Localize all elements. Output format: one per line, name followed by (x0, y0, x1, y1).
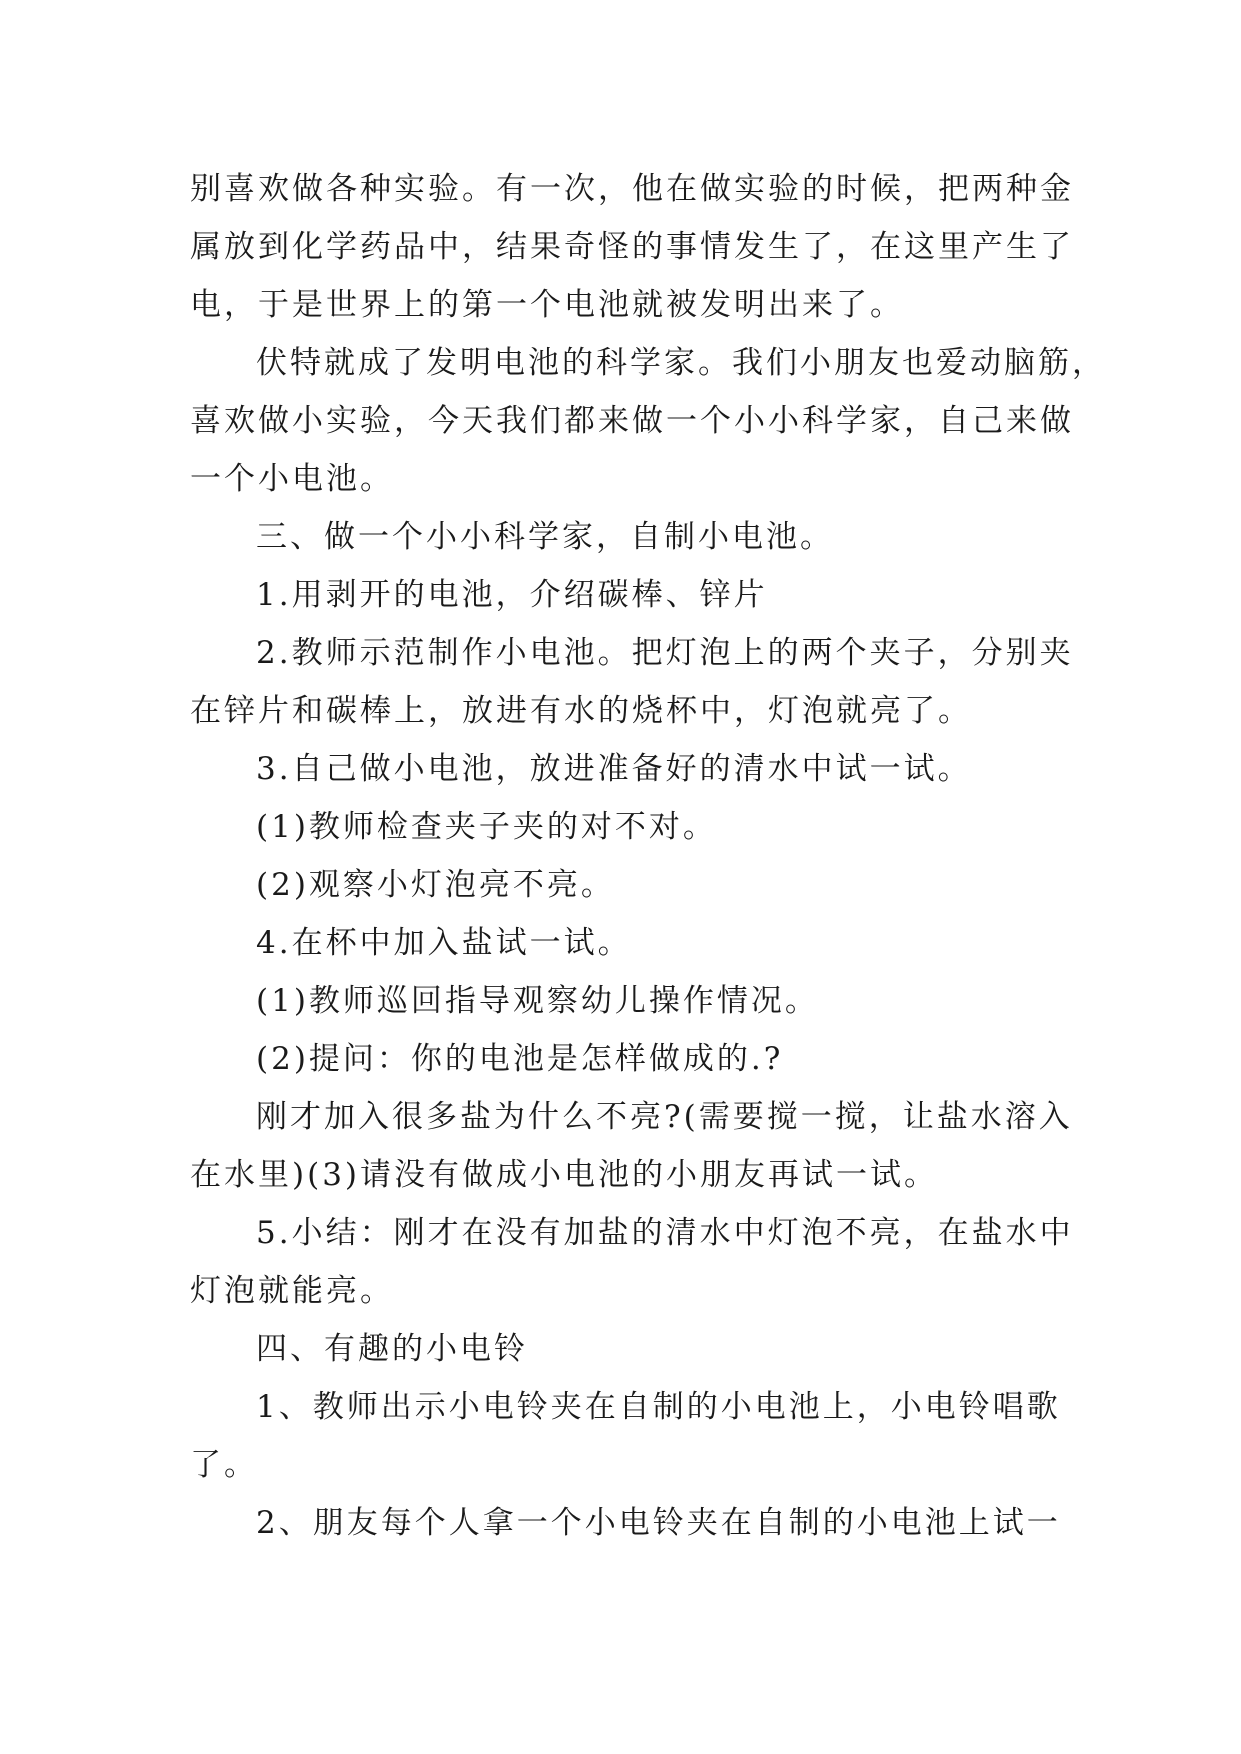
text-line: 灯泡就能亮。 (190, 1273, 394, 1309)
paragraph (190, 334, 1106, 508)
paragraph (190, 160, 1074, 334)
text-line: (1)教师检查夹子夹的对不对。 (256, 809, 717, 845)
text-line: (2)观察小灯泡亮不亮。 (256, 867, 615, 903)
text-line: 在锌片和碳棒上，放进有水的烧杯中，灯泡就亮了。 (190, 693, 972, 729)
sub-list-item (190, 972, 1060, 1030)
sub-list-item (190, 856, 1060, 914)
document-body (190, 160, 1106, 1552)
text-line: (1)教师巡回指导观察幼儿操作情况。 (256, 983, 819, 1019)
text-line: 3.自己做小电池，放进准备好的清水中试一试。 (256, 751, 972, 787)
text-line: 电，于是世界上的第一个电池就被发明出来了。 (190, 287, 904, 323)
list-item (190, 624, 1074, 740)
list-item (190, 1378, 1060, 1494)
text-line: 5.小结：刚才在没有加盐的清水中灯泡不亮，在盐水中 (256, 1215, 1074, 1251)
list-item (190, 1204, 1074, 1320)
text-line: 2、朋友每个人拿一个小电铃夹在自制的小电池上试一 (256, 1505, 1061, 1541)
text-line: 2.教师示范制作小电池。把灯泡上的两个夹子，分别夹 (256, 635, 1074, 671)
text-line: 刚才加入很多盐为什么不亮?(需要搅一搅，让盐水溶入 (256, 1099, 1073, 1135)
list-item (190, 1494, 1060, 1552)
list-item (190, 566, 1060, 624)
text-line: 在水里)(3)请没有做成小电池的小朋友再试一试。 (190, 1157, 939, 1193)
list-item (190, 740, 1060, 798)
text-line: 四、有趣的小电铃 (256, 1331, 528, 1367)
text-line: 喜欢做小实验，今天我们都来做一个小小科学家，自己来做 (190, 403, 1074, 439)
paragraph (190, 1088, 1073, 1204)
text-line: 伏特就成了发明电池的科学家。我们小朋友也爱动脑筋， (256, 345, 1106, 381)
text-line: (2)提问：你的电池是怎样做成的.? (256, 1041, 784, 1077)
text-line: 1.用剥开的电池，介绍碳棒、锌片 (256, 577, 768, 613)
list-item (190, 914, 1060, 972)
section-heading (190, 1320, 1060, 1378)
text-line: 1、教师出示小电铃夹在自制的小电池上，小电铃唱歌 (256, 1389, 1061, 1425)
text-line: 三、做一个小小科学家，自制小电池。 (256, 519, 834, 555)
text-line: 4.在杯中加入盐试一试。 (256, 925, 632, 961)
text-line: 一个小电池。 (190, 461, 394, 497)
sub-list-item (190, 1030, 1060, 1088)
sub-list-item (190, 798, 1060, 856)
section-heading (190, 508, 1060, 566)
text-line: 别喜欢做各种实验。有一次，他在做实验的时候，把两种金 (190, 171, 1074, 207)
text-line: 属放到化学药品中，结果奇怪的事情发生了，在这里产生了 (190, 229, 1074, 265)
text-line: 了。 (190, 1447, 258, 1483)
